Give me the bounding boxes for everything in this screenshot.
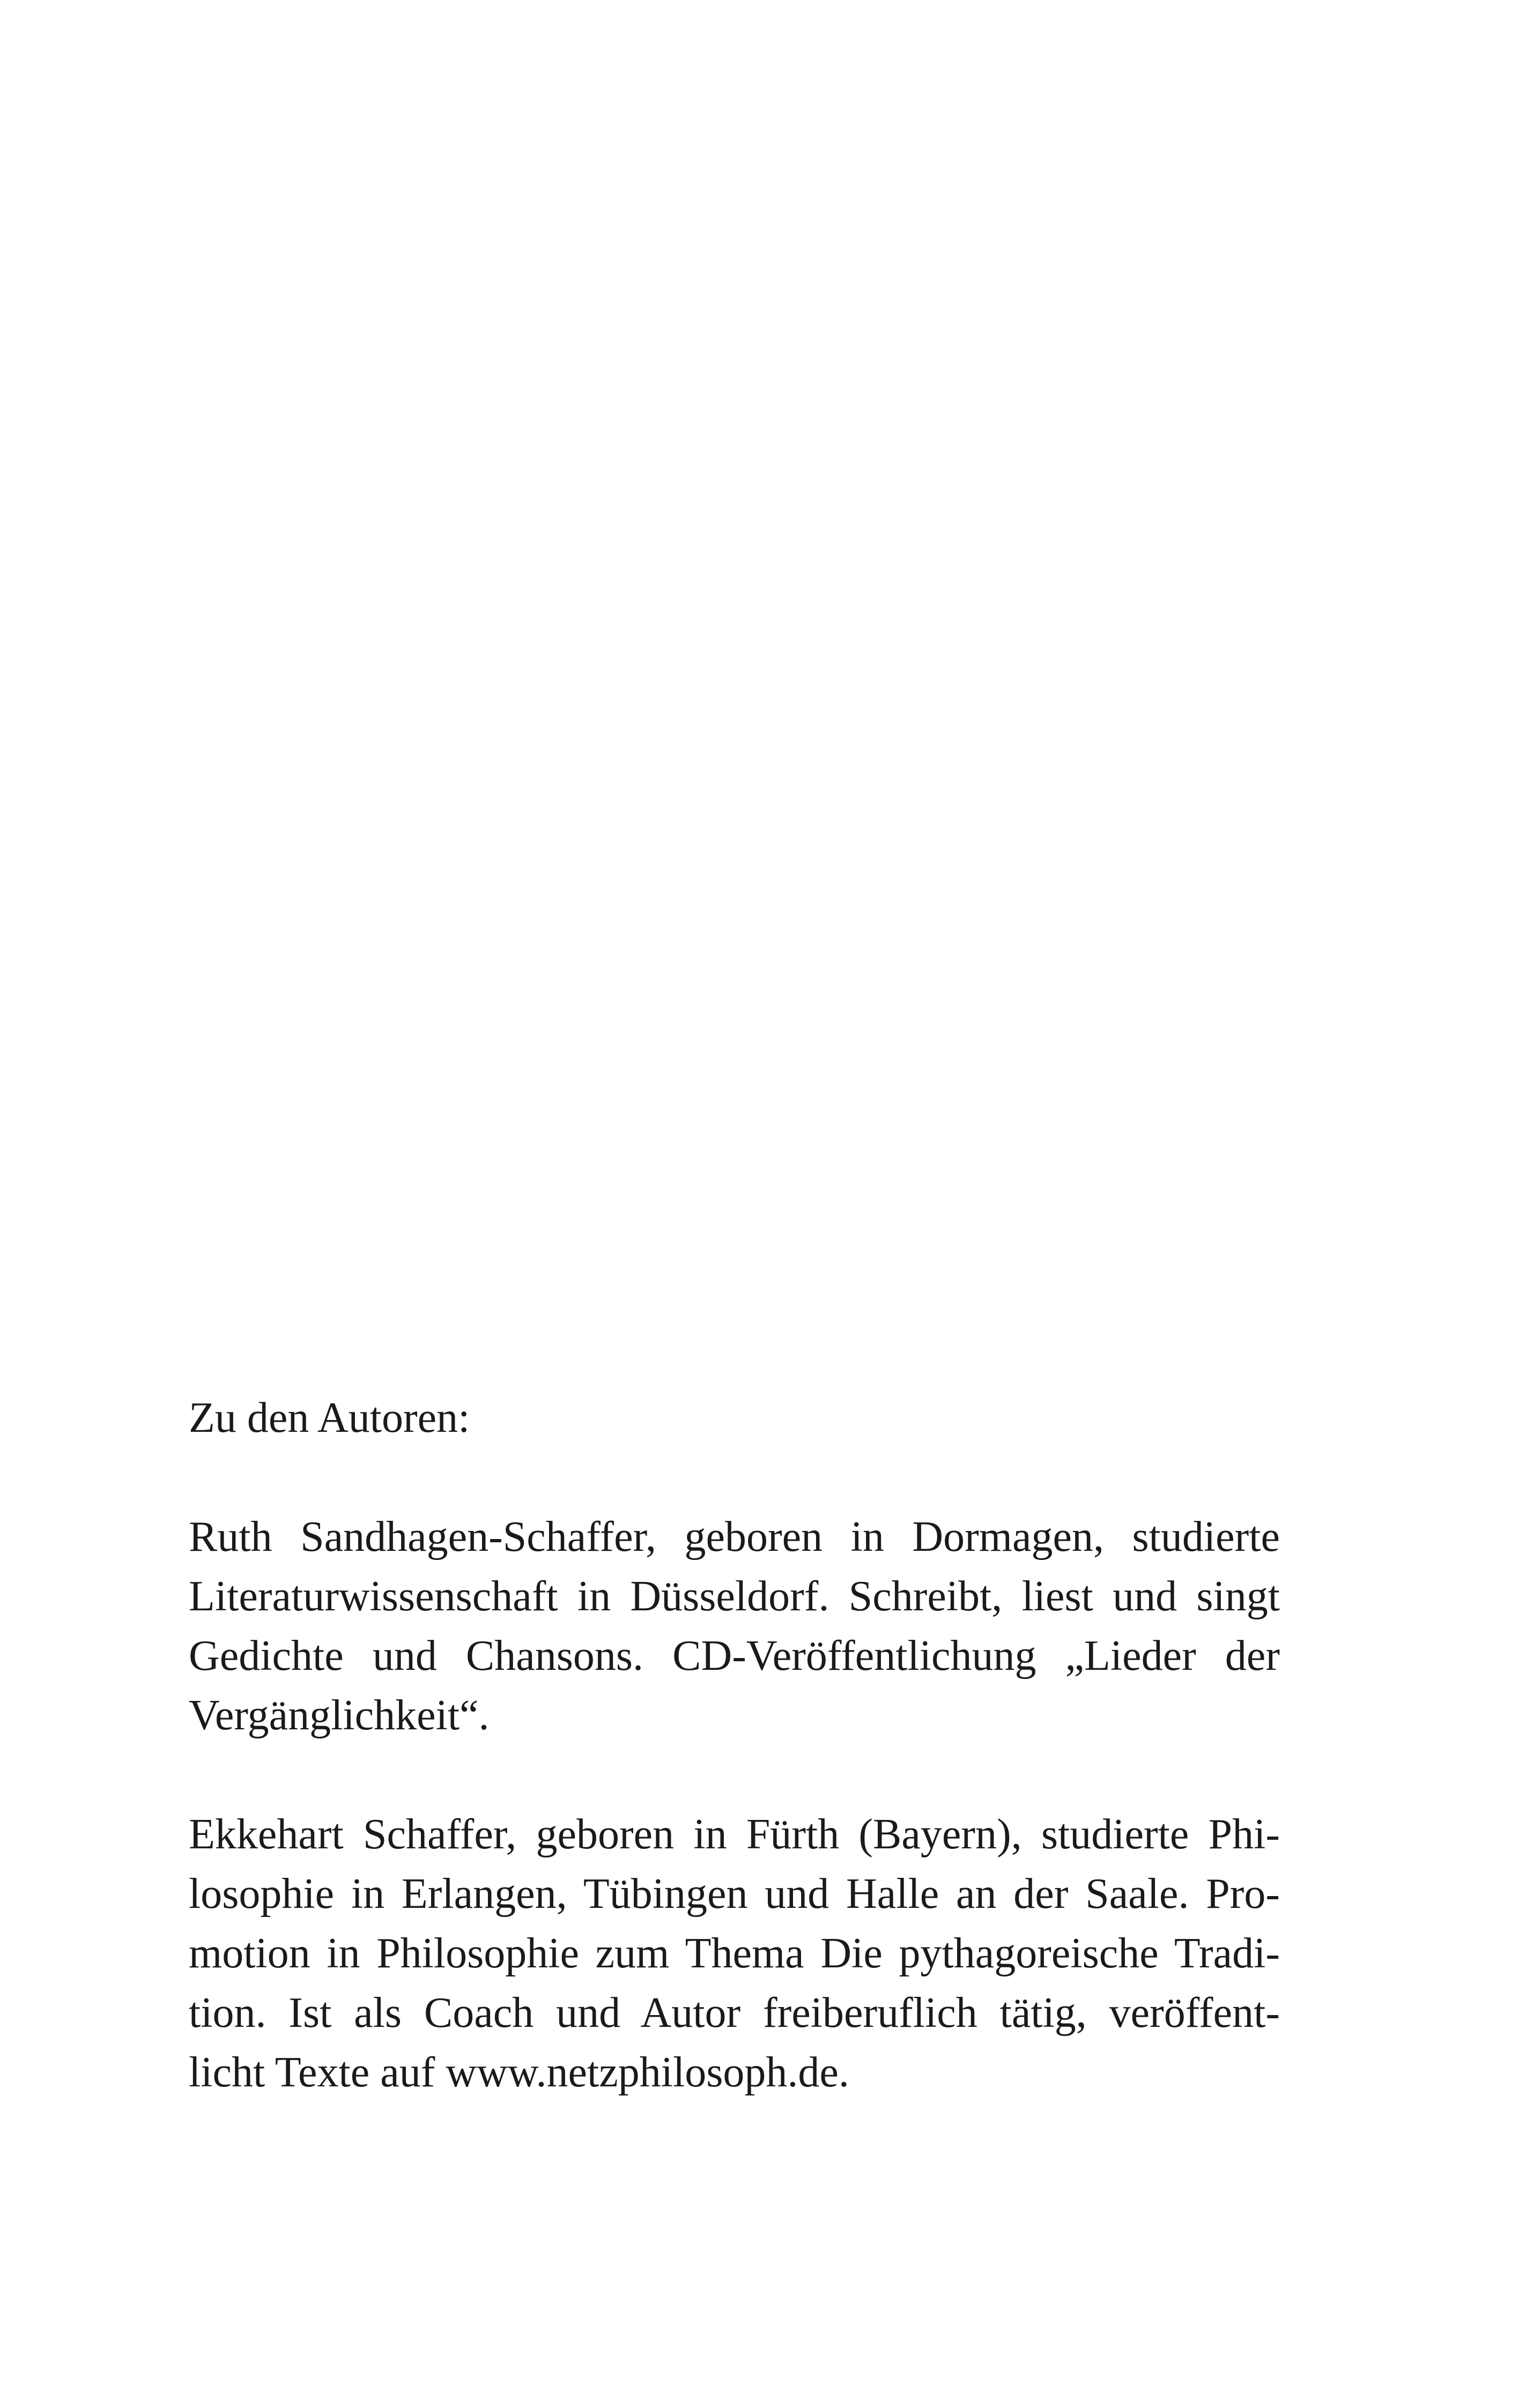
author-bio-paragraph	[189, 1805, 1280, 2102]
bio-line: Ekkehart Schaffer, geboren in Fürth (Bayern), studierte Phi-	[189, 1811, 1280, 1858]
author-bio-paragraph	[189, 1507, 1280, 1745]
author-bios-section	[189, 1388, 1280, 2102]
section-heading: Zu den Autoren:	[189, 1394, 470, 1441]
bio-line: licht Texte auf www.netzphilosoph.de.	[189, 2049, 849, 2096]
bio-line: motion in Philosophie zum Thema Die pythagoreische Tradi-	[189, 1930, 1280, 1977]
paragraph-spacer	[189, 1448, 1280, 1507]
bio-line: Ruth Sandhagen-Schaffer, geboren in Dormagen, studierte	[189, 1513, 1280, 1560]
paragraph-spacer	[189, 1745, 1280, 1805]
bio-line: tion. Ist als Coach und Autor freiberuflich tätig, veröffent-	[189, 1989, 1280, 2037]
bio-line: Literaturwissenschaft in Düsseldorf. Schreibt, liest und singt	[189, 1573, 1280, 1620]
bio-line: Gedichte und Chansons. CD-Veröffentlichung „Lieder der	[189, 1632, 1280, 1679]
bio-line: Vergänglichkeit“.	[189, 1692, 490, 1739]
bio-line: losophie in Erlangen, Tübingen und Halle an der Saale. Pro-	[189, 1870, 1280, 1918]
